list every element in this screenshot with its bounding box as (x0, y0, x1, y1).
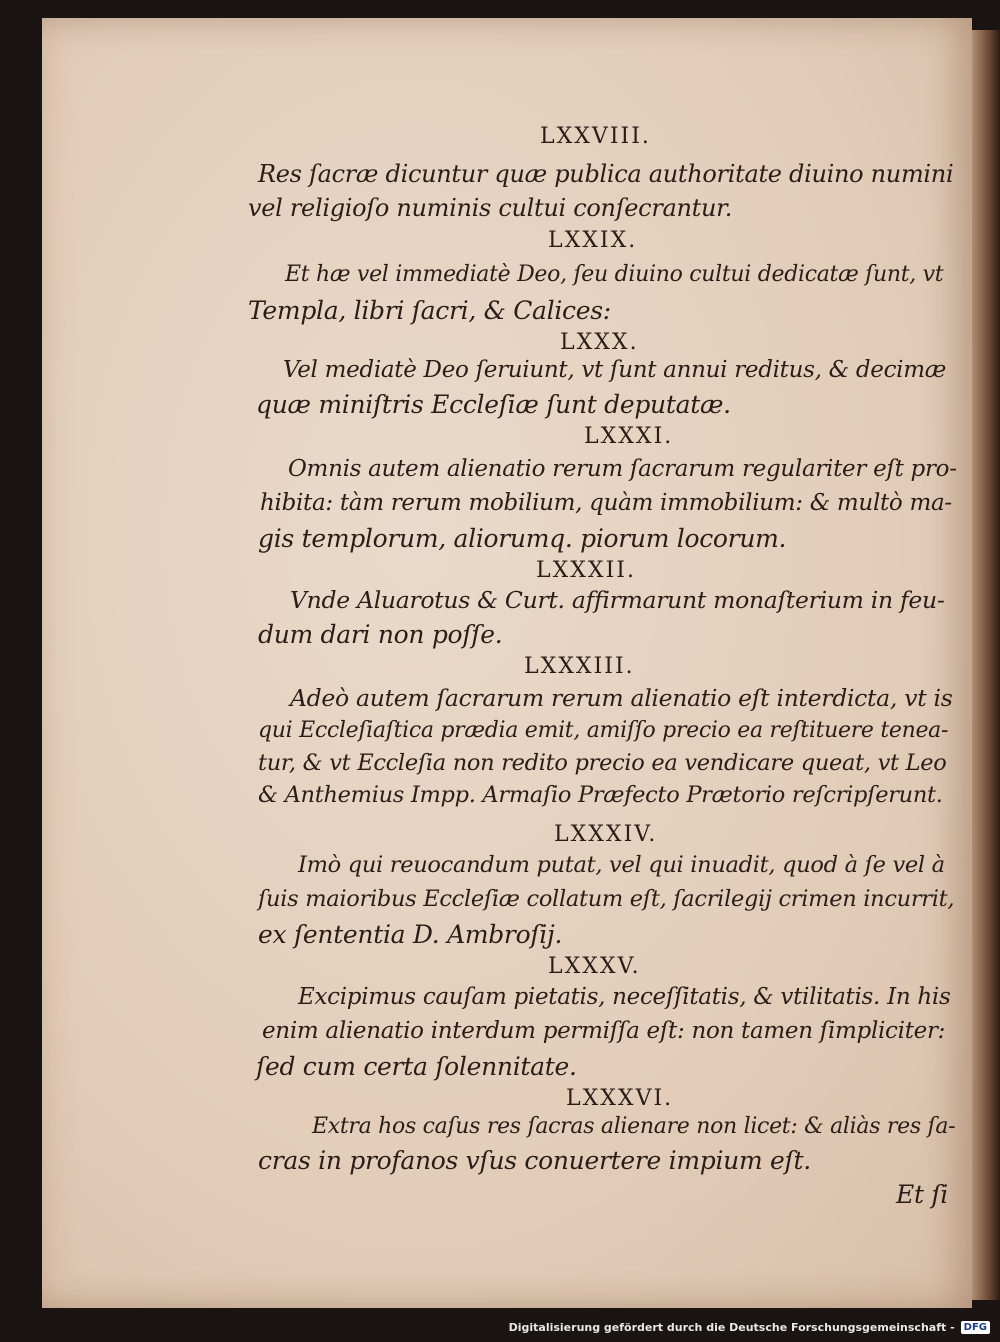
text-line: cras in profanos vſus conuertere impium eſt. (258, 1146, 811, 1175)
text-line: ex ſententia D. Ambroſij. (258, 920, 563, 949)
text-line: Adeò autem ſacrarum rerum alienatio eſt interdicta, vt is (290, 684, 953, 712)
section-numeral: LXXX. (560, 330, 639, 355)
text-line: Vel mediatè Deo ſeruiunt, vt ſunt annui reditus, & decimæ (283, 357, 947, 383)
text-line: Et hæ vel immediatè Deo, ſeu diuino cultui dedicatæ ſunt, vt (285, 262, 944, 287)
section-numeral: LXXXIII. (524, 654, 635, 679)
text-line: ſuis maioribus Eccleſiæ collatum eſt, ſacrilegij crimen incurrit, (258, 886, 955, 912)
text-line: ſed cum certa ſolennitate. (256, 1052, 577, 1081)
catchword: Et ſi (896, 1180, 948, 1209)
text-line: Res ſacræ dicuntur quæ publica authoritate diuino numini (258, 160, 954, 188)
text-line: Vnde Aluarotus & Curt. affirmarunt monaſterium in feu- (290, 586, 945, 614)
section-numeral: LXXXV. (548, 954, 641, 979)
text-line: Excipimus cauſam pietatis, neceſſitatis, & vtilitatis. In his (298, 984, 951, 1010)
section-numeral: LXXXIV. (554, 822, 658, 847)
footer-text: Digitalisierung gefördert durch die Deutsche Forschungsgemeinschaft - (508, 1320, 955, 1334)
text-line: quæ miniſtris Eccleſiæ ſunt deputatæ. (256, 390, 731, 419)
section-numeral: LXXVIII. (540, 124, 651, 149)
text-line: gis templorum, aliorumq. piorum locorum. (258, 524, 787, 553)
text-line: & Anthemius Impp. Armaſio Præfecto Prætorio reſcripſerunt. (258, 782, 943, 808)
section-numeral: LXXIX. (548, 228, 638, 253)
page-edge (972, 30, 1000, 1300)
text-line: Templa, libri ſacri, & Calices: (248, 296, 611, 325)
dfg-logo: DFG (961, 1321, 990, 1334)
digitization-footer (509, 1316, 990, 1338)
text-line: Extra hos caſus res ſacras alienare non licet: & aliàs res ſa- (312, 1114, 956, 1139)
text-line: enim alienatio interdum permiſſa eſt: non tamen ſimpliciter: (262, 1018, 946, 1044)
section-numeral: LXXXII. (536, 558, 636, 583)
section-numeral: LXXXVI. (566, 1086, 674, 1111)
text-line: qui Eccleſiaſtica prædia emit, amiſſo precio ea reſtituere tenea- (258, 718, 949, 743)
text-line: tur, & vt Eccleſia non redito precio ea vendicare queat, vt Leo (258, 750, 947, 776)
text-line: Omnis autem alienatio rerum ſacrarum regulariter eſt pro- (288, 456, 957, 482)
text-line: Imò qui reuocandum putat, vel qui inuadit, quod à ſe vel à (298, 852, 945, 878)
text-line: dum dari non poſſe. (258, 620, 503, 649)
text-line: vel religioſo numinis cultui conſecrantur. (248, 194, 733, 222)
section-numeral: LXXXI. (584, 424, 674, 449)
text-line: hibita: tàm rerum mobilium, quàm immobilium: & multò ma- (260, 490, 952, 516)
